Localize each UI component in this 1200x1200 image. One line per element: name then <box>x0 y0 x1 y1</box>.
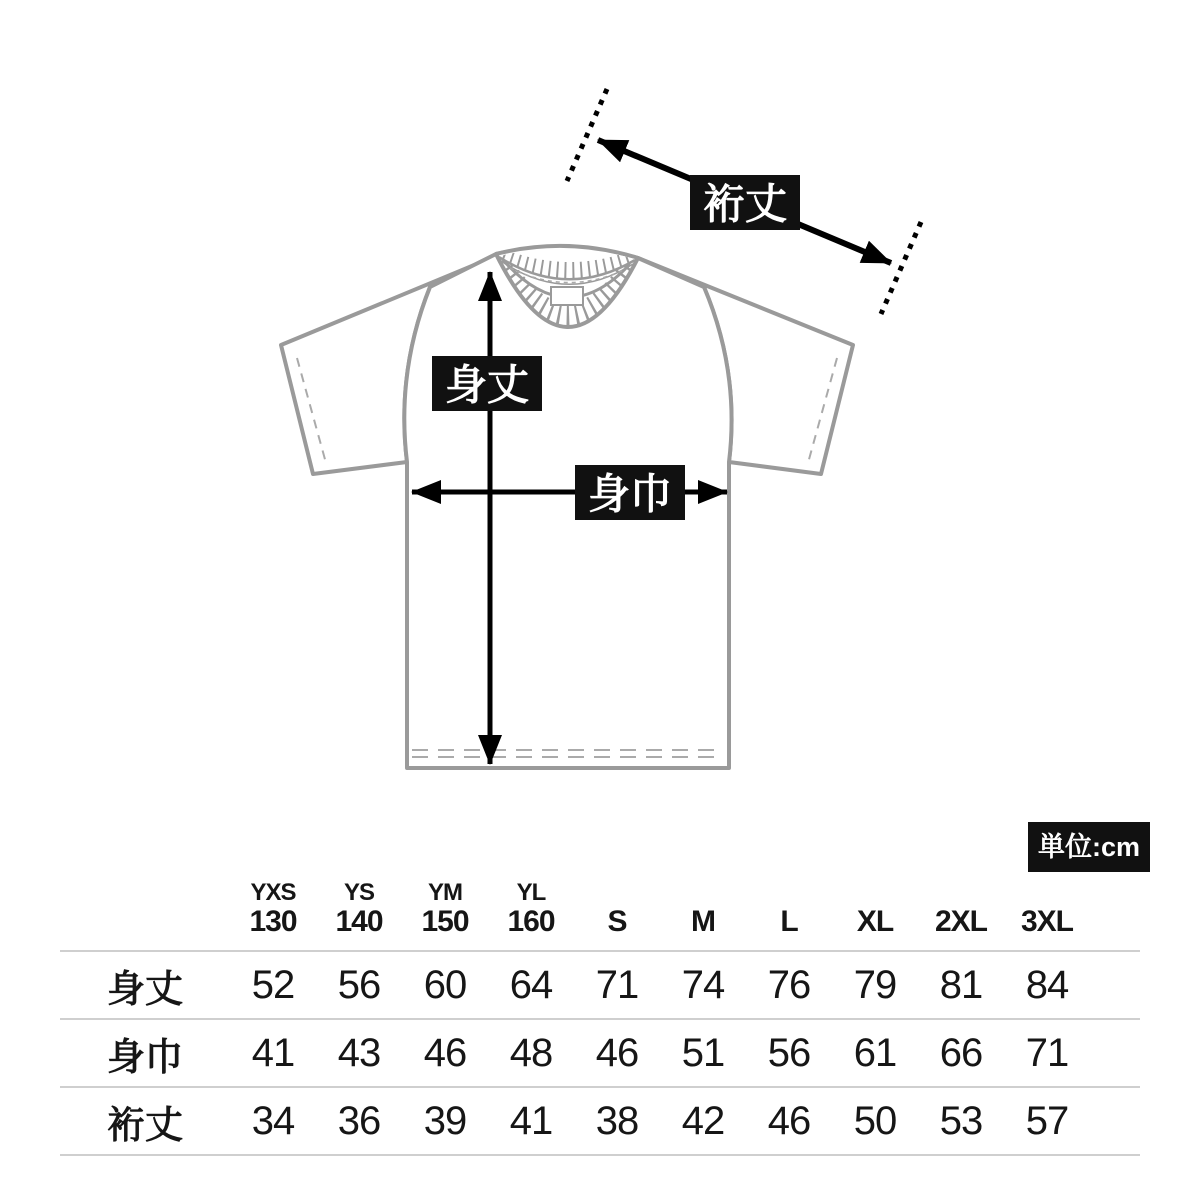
size-table <box>60 854 1140 1156</box>
measurement-value: 39 <box>402 1087 488 1155</box>
body-length-label-box <box>432 356 542 411</box>
measurement-value: 46 <box>402 1019 488 1087</box>
neck-label-tag <box>551 287 583 305</box>
measurement-value: 41 <box>230 1019 316 1087</box>
measurement-value: 41 <box>488 1087 574 1155</box>
measurement-value: 71 <box>574 951 660 1019</box>
measurement-value: 74 <box>660 951 746 1019</box>
table-row <box>60 951 1140 1019</box>
measurement-value: 53 <box>918 1087 1004 1155</box>
unit-badge: 単位:cm <box>1028 822 1150 872</box>
body-width-label-box <box>575 465 685 520</box>
sleeve-length-tick-right-dotted <box>881 222 921 314</box>
spacer-cell <box>1090 1019 1140 1087</box>
measurement-value: 38 <box>574 1087 660 1155</box>
measurement-value: 46 <box>746 1087 832 1155</box>
column-header: YXS 130 <box>230 854 316 951</box>
size-table-header-row <box>60 854 1140 951</box>
body-width-label: 身巾 <box>587 470 673 518</box>
sleeve-length-label: 裄丈 <box>702 180 788 228</box>
table-row <box>60 1019 1140 1087</box>
column-header: XL <box>832 854 918 951</box>
corner-cell <box>60 854 230 951</box>
measurement-value: 56 <box>316 951 402 1019</box>
spacer-cell <box>1090 951 1140 1019</box>
measurement-value: 66 <box>918 1019 1004 1087</box>
row-label: 身巾 <box>60 1019 230 1087</box>
measurement-value: 43 <box>316 1019 402 1087</box>
measurement-value: 50 <box>832 1087 918 1155</box>
measurement-value: 71 <box>1004 1019 1090 1087</box>
measurement-value: 52 <box>230 951 316 1019</box>
measurement-value: 76 <box>746 951 832 1019</box>
sleeve-length-label-box <box>690 175 800 230</box>
column-header: S <box>574 854 660 951</box>
measurement-value: 42 <box>660 1087 746 1155</box>
measurement-value: 51 <box>660 1019 746 1087</box>
measurement-value: 46 <box>574 1019 660 1087</box>
measurement-value: 60 <box>402 951 488 1019</box>
column-header: M <box>660 854 746 951</box>
column-header: L <box>746 854 832 951</box>
measurement-value: 84 <box>1004 951 1090 1019</box>
column-header: 3XL <box>1004 854 1090 951</box>
spacer-cell <box>1090 1087 1140 1155</box>
table-row <box>60 1087 1140 1155</box>
measurement-value: 57 <box>1004 1087 1090 1155</box>
column-header: 2XL <box>918 854 1004 951</box>
body-length-label: 身丈 <box>444 361 530 409</box>
row-label: 身丈 <box>60 951 230 1019</box>
measurement-value: 64 <box>488 951 574 1019</box>
measurement-value: 61 <box>832 1019 918 1087</box>
measurement-value: 81 <box>918 951 1004 1019</box>
spacer-cell <box>1090 854 1140 951</box>
measurement-value: 56 <box>746 1019 832 1087</box>
sleeve-length-tick-left-dotted <box>567 89 607 181</box>
column-header: YM 150 <box>402 854 488 951</box>
measurement-value: 36 <box>316 1087 402 1155</box>
measurement-value: 79 <box>832 951 918 1019</box>
column-header: YL 160 <box>488 854 574 951</box>
measurement-value: 48 <box>488 1019 574 1087</box>
measurement-value: 34 <box>230 1087 316 1155</box>
column-header: YS 140 <box>316 854 402 951</box>
row-label: 裄丈 <box>60 1087 230 1155</box>
size-table-body <box>60 951 1140 1155</box>
